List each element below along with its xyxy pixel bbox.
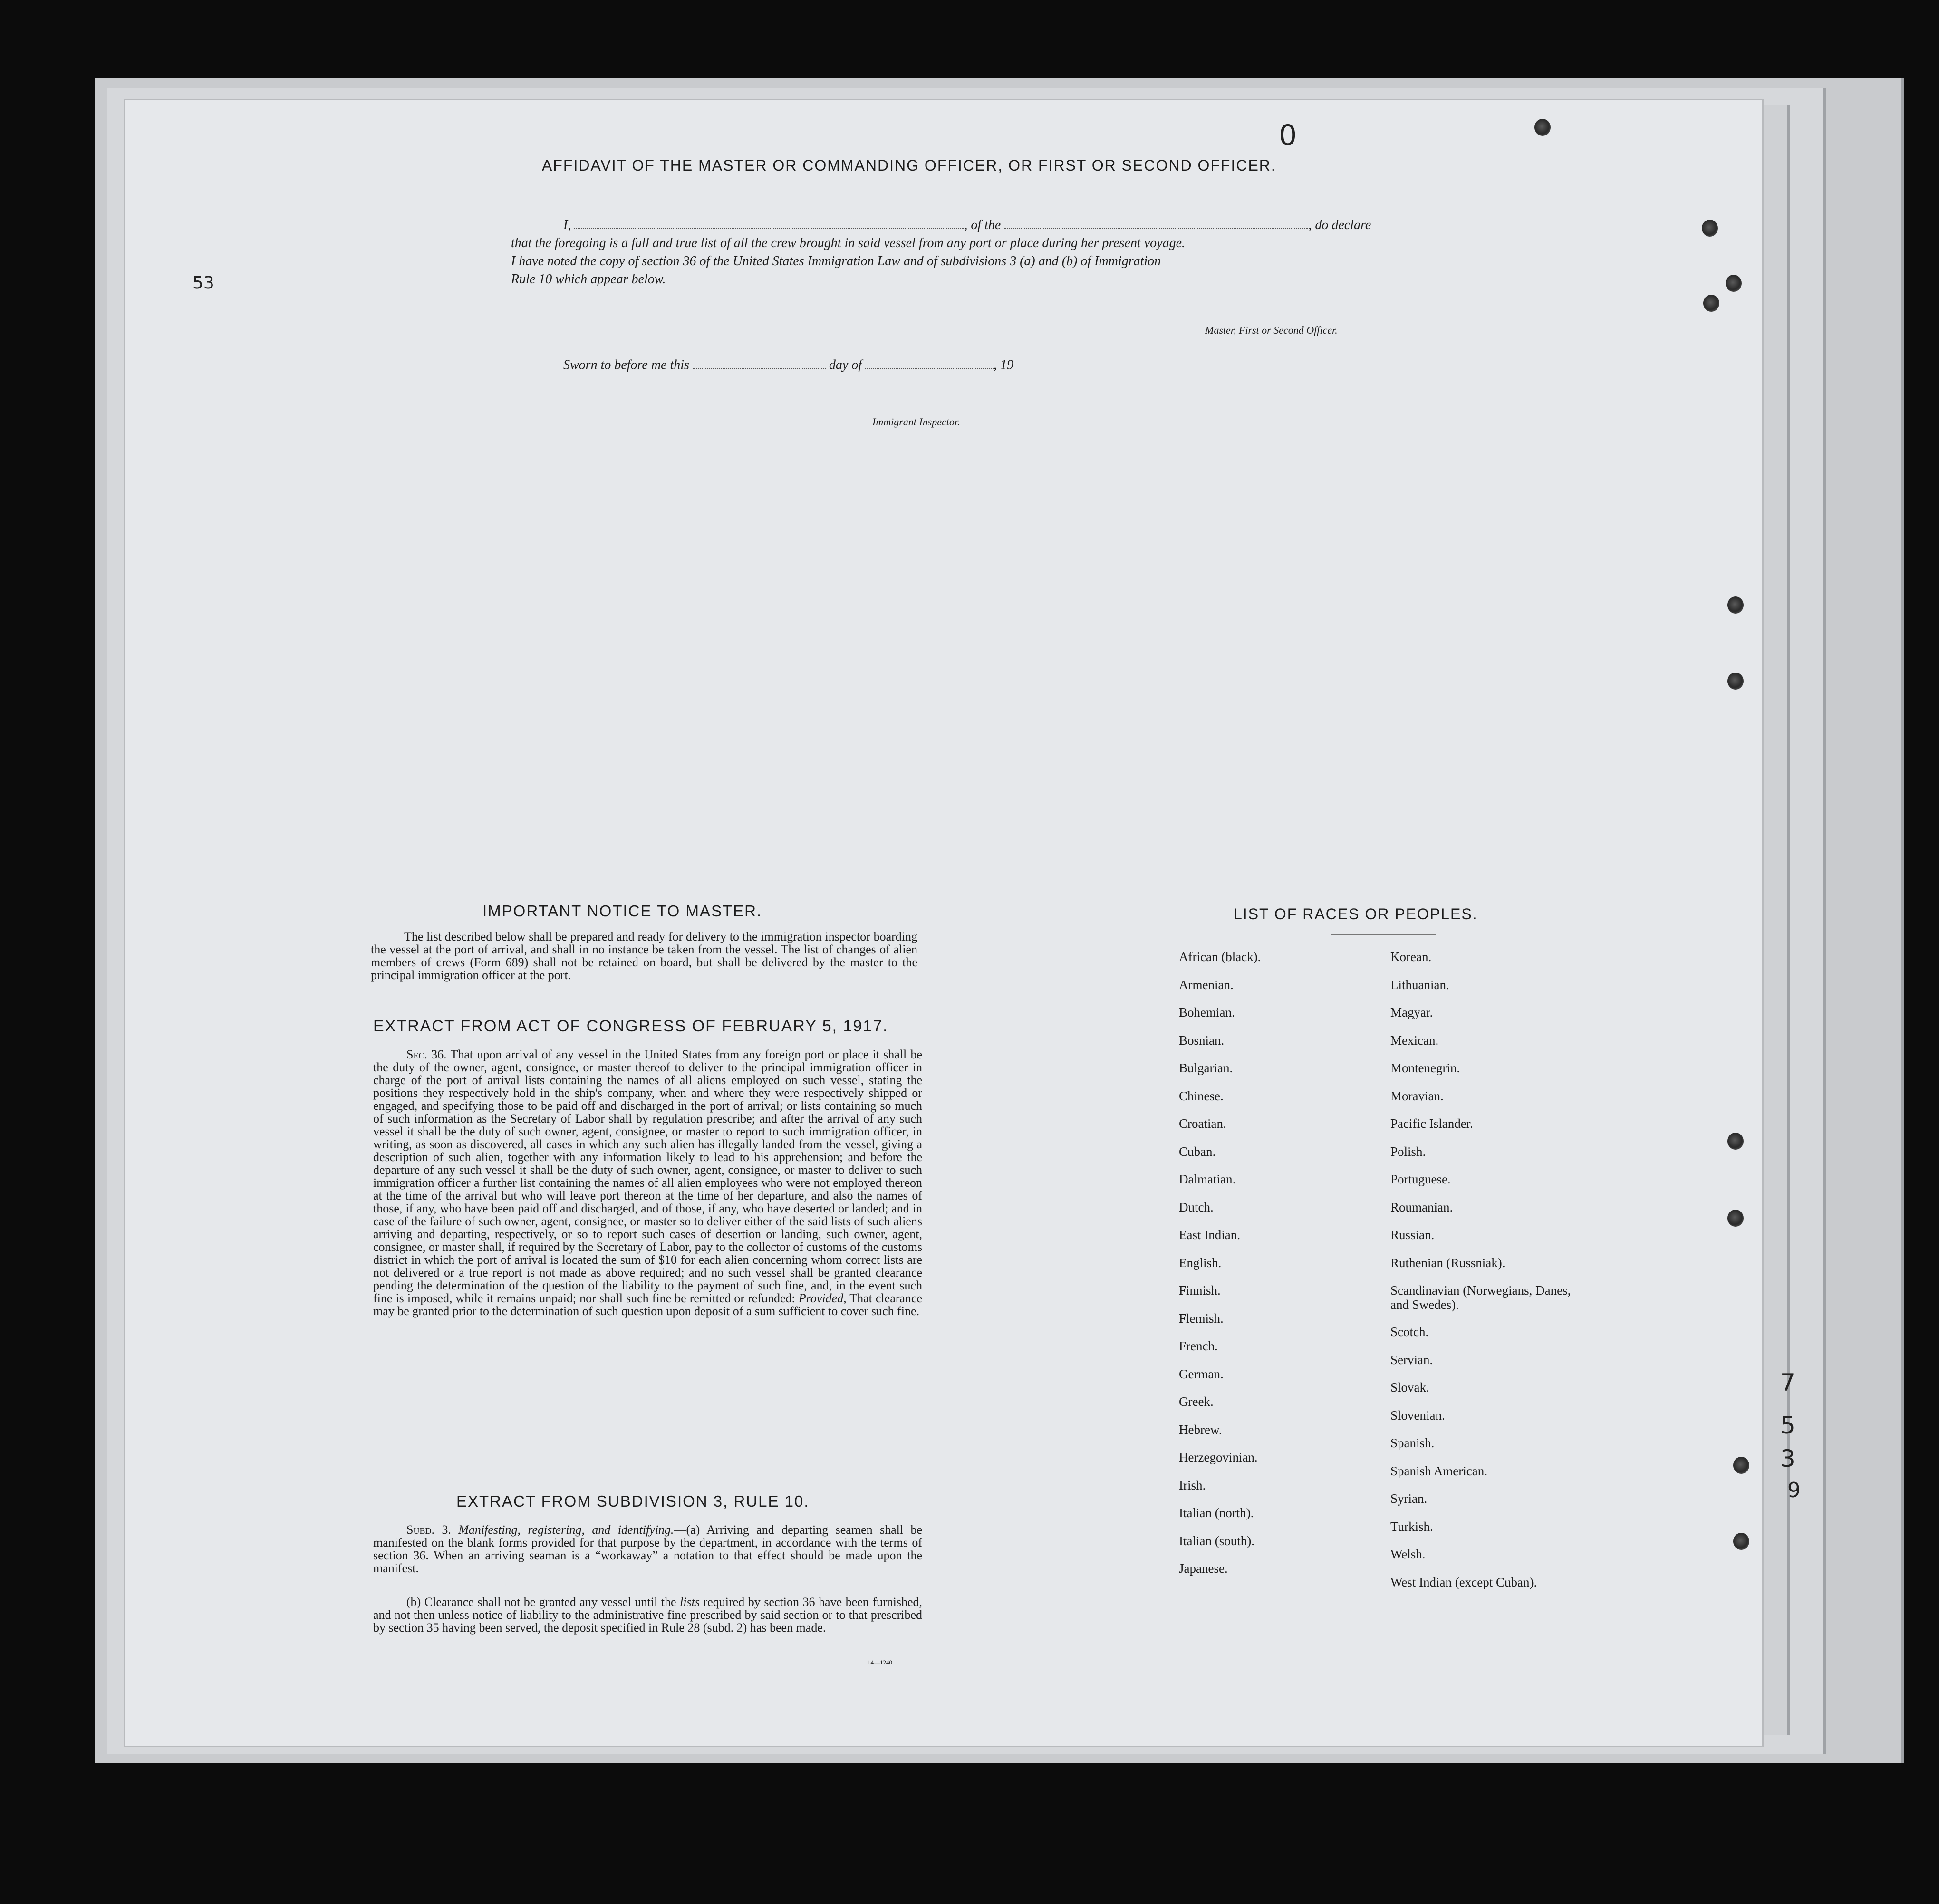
binder-hole [1727, 673, 1744, 690]
race-item: Greek. [1179, 1394, 1214, 1409]
race-item: Magyar. [1390, 1005, 1433, 1019]
sec-36-text: That upon arrival of any vessel in the United States from any foreign port or place it shall be the duty of the owner, agent, consignee, or master thereof to deliver to the principal immigration officer in charge of the port of arrival lists containing the names of all aliens employed on such vessel, stating the positions they respectively hold in the ship's company, when and where they were respectively shipped or engaged, and specifying those to be paid off and discharged in the port of arrival; or lists containing so much of such information as the Secretary of Labor shall by regulation prescribe; and after the arrival of any such vessel it shall be the duty of such owner, agent, consignee, or master to report to such immigration officer, in writing, as soon as discovered, all cases in which any such alien has illegally landed from the vessel, giving a description of such alien, together with any information likely to lead to his apprehension; and before the departure of any such vessel it shall be the duty of such owner, agent, consignee, or master to deliver to such immigration officer a further list containing the names of all alien employees who were not employed thereon at the time of the arrival but who will leave port thereon at the time of her departure, and also the names of those, if any, who have been paid off and discharged, and of those, if any, who have deserted or landed; and in case of the failure of such owner, agent, consignee, or master so to deliver either of the said lists of such aliens arriving and departing, respectively, or so to report such cases of desertion or landing, such owner, agent, consignee, or master shall, if required by the Secretary of Labor, pay to the collector of customs of the customs district in which the port of arrival is located the sum of $10 for each alien concerning whom correct lists are not delivered or a true report is not made as above required; and no such vessel shall be granted clearance pending the determination of the question of the liability to the payment of such fine, and, in the event such fine is imposed, while it remains unpaid; nor shall such fine be remitted or refunded: [373, 1048, 922, 1305]
race-item: Servian. [1390, 1352, 1433, 1367]
extract-act-title: EXTRACT FROM ACT OF CONGRESS OF FEBRUARY 5, 1917. [373, 1017, 888, 1035]
races-left-column [1179, 950, 1379, 1589]
race-item: Mexican. [1390, 1033, 1439, 1048]
day-of-label: day of [829, 357, 862, 373]
vessel-blank[interactable] [1004, 218, 1308, 229]
race-item: Italian (south). [1179, 1533, 1254, 1548]
race-item: Bulgarian. [1179, 1061, 1233, 1075]
affidavit-i-label: I, [563, 218, 571, 232]
para-b-end: required by section 36 have been furnished, and not then unless notice of liability to the administrative fine prescribed by said section or to that prescribed by section 35 having been served, the deposit specified in Rule 28 (subd. 2) has been made. [373, 1595, 923, 1635]
race-item: English. [1179, 1255, 1222, 1270]
race-item: Chinese. [1179, 1088, 1224, 1103]
races-right-column [1390, 950, 1638, 1603]
handwritten-zero: 0 [1279, 119, 1297, 152]
subd-label: Subd. 3. [406, 1523, 451, 1537]
affidavit-declaration [511, 216, 1419, 288]
para-b-start: (b) Clearance shall not be granted any vessel until the [406, 1595, 676, 1609]
race-item: Moravian. [1390, 1088, 1444, 1103]
race-item: Montenegrin. [1390, 1061, 1460, 1075]
binder-hole [1702, 220, 1718, 237]
sworn-day-blank[interactable] [693, 357, 826, 369]
notice-title: IMPORTANT NOTICE TO MASTER. [482, 902, 762, 920]
para-a-text: —(a) Arriving and departing seamen shall be manifested on the blank forms provided for that purpose by the department, in accordance with the terms of section 36. When an arriving seaman is a “workaway” a notation to that effect should be made upon the manifest. [373, 1523, 923, 1575]
races-title: LIST OF RACES OR PEOPLES. [1234, 905, 1478, 923]
race-item: Japanese. [1179, 1561, 1228, 1576]
race-item: West Indian (except Cuban). [1390, 1575, 1537, 1589]
race-item: Dalmatian. [1179, 1172, 1236, 1186]
binder-hole [1727, 1133, 1744, 1150]
para-b-lists: lists [680, 1595, 700, 1609]
race-item: Irish. [1179, 1478, 1206, 1492]
race-item: Syrian. [1390, 1491, 1428, 1506]
race-item: Spanish. [1390, 1436, 1435, 1450]
handwritten-number: 3 [1780, 1445, 1795, 1472]
race-item: French. [1179, 1339, 1218, 1353]
race-item: African (black). [1179, 950, 1261, 964]
race-item: Herzegovinian. [1179, 1450, 1258, 1464]
affidavit-of-the: , of the [964, 218, 1001, 232]
sec-label: Sec. 36. [406, 1048, 447, 1061]
binder-hole [1726, 275, 1742, 292]
race-item: German. [1179, 1366, 1224, 1381]
binder-hole [1703, 295, 1719, 312]
affidavit-line-4: Rule 10 which appear below. [511, 272, 666, 287]
race-item: Scandinavian (Norwegians, Danes, and Swedes). [1390, 1283, 1571, 1312]
race-item: Scotch. [1390, 1325, 1429, 1339]
race-item: Russian. [1390, 1228, 1435, 1242]
binder-hole [1733, 1533, 1749, 1550]
stamped-number: 53 [193, 273, 214, 293]
extract-act-body [373, 1048, 922, 1317]
subd-italic: Manifesting, registering, and identifying. [458, 1523, 674, 1537]
races-title-rule [1331, 934, 1436, 935]
affidavit-title: AFFIDAVIT OF THE MASTER OR COMMANDING OFFICER, OR FIRST OR SECOND OFFICER. [542, 157, 1276, 174]
race-item: Croatian. [1179, 1116, 1226, 1131]
handwritten-number: 7 [1780, 1369, 1795, 1396]
race-item: Flemish. [1179, 1311, 1224, 1326]
sworn-line [563, 357, 1013, 373]
form-number: 14—1240 [868, 1659, 892, 1666]
provided-label: Provided, [798, 1291, 847, 1305]
sworn-label: Sworn to before me this [563, 357, 689, 373]
binder-hole [1727, 596, 1744, 614]
inspector-caption: Immigrant Inspector. [872, 416, 960, 428]
race-item: Polish. [1390, 1144, 1426, 1159]
race-item: Slovenian. [1390, 1408, 1445, 1423]
binder-hole [1727, 1210, 1744, 1227]
sec-36-text-end: That clearance may be granted prior to the determination of such question upon deposit of a sum sufficient to cover such fine. [373, 1291, 923, 1318]
race-item: Dutch. [1179, 1200, 1214, 1214]
handwritten-number: 5 [1780, 1412, 1795, 1439]
race-item: Turkish. [1390, 1519, 1433, 1534]
race-item: Lithuanian. [1390, 977, 1449, 992]
race-item: Armenian. [1179, 977, 1234, 992]
affidavit-line-2: that the foregoing is a full and true list of all the crew brought in said vessel from any port or place during her present voyage. [511, 236, 1186, 250]
race-item: Portuguese. [1390, 1172, 1451, 1186]
signature-caption: Master, First or Second Officer. [1205, 324, 1338, 336]
year-label: , 19 [994, 357, 1014, 373]
race-item: Roumanian. [1390, 1200, 1453, 1214]
notice-text: The list described below shall be prepared and ready for delivery to the immigration inspector boarding the vessel at the port of arrival, and shall in no instance be taken from the vessel. The list of changes of alien members of crews (Form 689) shall not be retained on board, but shall be delivered by the master to the principal immigration officer at the port. [371, 930, 917, 982]
race-item: Finnish. [1179, 1283, 1221, 1298]
race-item: Bosnian. [1179, 1033, 1225, 1048]
affidavit-do-declare: , do declare [1308, 218, 1371, 232]
race-item: Spanish American. [1390, 1463, 1487, 1478]
affidavit-line-3: I have noted the copy of section 36 of the United States Immigration Law and of subdivisions 3 (a) and (b) of Immigration [511, 254, 1161, 269]
race-item: Pacific Islander. [1390, 1116, 1473, 1131]
sworn-month-blank[interactable] [865, 357, 994, 369]
race-item: Slovak. [1390, 1380, 1429, 1394]
race-item: Welsh. [1390, 1547, 1426, 1561]
race-item: Korean. [1390, 950, 1432, 964]
race-item: Cuban. [1179, 1144, 1216, 1159]
binder-hole [1733, 1457, 1749, 1474]
extract-rule-para-b [373, 1596, 922, 1634]
extract-rule-title: EXTRACT FROM SUBDIVISION 3, RULE 10. [456, 1492, 810, 1510]
race-item: Italian (north). [1179, 1506, 1254, 1520]
name-blank[interactable] [574, 218, 964, 229]
race-item: East Indian. [1179, 1228, 1240, 1242]
handwritten-number: 9 [1787, 1478, 1801, 1502]
race-item: Bohemian. [1179, 1005, 1235, 1019]
race-item: Hebrew. [1179, 1422, 1222, 1437]
binder-hole [1534, 119, 1551, 136]
race-item: Ruthenian (Russniak). [1390, 1255, 1505, 1270]
extract-rule-para-a [373, 1523, 922, 1575]
